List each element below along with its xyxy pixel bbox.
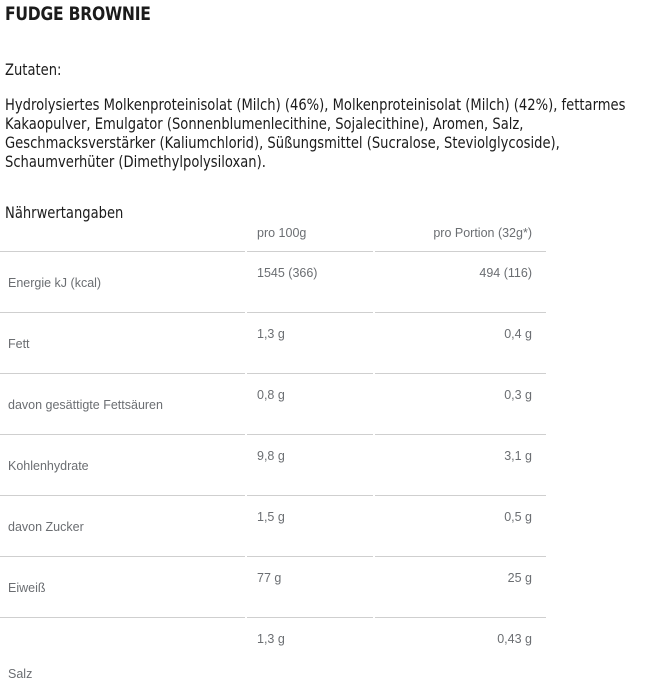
nutrient-name: Eiweiß [8, 581, 46, 595]
table-row [0, 557, 546, 618]
header-per100-label: pro 100g [257, 226, 307, 240]
table-row [0, 496, 546, 557]
per100-value: 0,8 g [257, 388, 285, 402]
header-per-portion-label: pro Portion (32g*) [433, 226, 532, 240]
header-cell-per100 [247, 222, 373, 252]
per-portion-value: 0,5 g [504, 510, 532, 524]
per-portion-value: 3,1 g [504, 449, 532, 463]
ingredients-text: Hydrolysiertes Molkenproteinisolat (Milch) (46%), Molkenproteinisolat (Milch) (42%), fettarmes Kakaopulver, Emulgator (Sonnenblumenlecithine, Sojalecithine), Aromen, Salz, Geschmacksverstärker (Kaliumchlorid), Süßungsmittel (Sucralose, Steviolglycoside), Schaumverhüter (Dimethylpolysiloxan). [5, 95, 626, 171]
nutrient-name-cell [0, 557, 245, 618]
per-portion-cell [375, 313, 546, 374]
per100-value: 1,3 g [257, 632, 285, 646]
nutrient-name-cell [0, 435, 245, 496]
ingredients-heading: Zutaten: [5, 60, 62, 79]
nutrient-name: davon Zucker [8, 520, 84, 534]
nutrient-name-cell [0, 618, 245, 679]
nutrient-name: Energie kJ (kcal) [8, 276, 102, 290]
per100-cell [247, 435, 373, 496]
header-cell-per-portion [375, 222, 546, 252]
per-portion-cell [375, 252, 546, 313]
per-portion-value: 494 (116) [479, 266, 532, 280]
nutrition-table [0, 222, 546, 679]
nutrition-heading: Nährwertangaben [5, 203, 124, 222]
nutrient-name: Kohlenhydrate [8, 459, 89, 473]
table-row [0, 313, 546, 374]
per-portion-value: 25 g [507, 571, 532, 585]
per100-cell [247, 313, 373, 374]
per100-cell [247, 618, 373, 679]
per-portion-value: 0,4 g [504, 327, 532, 341]
table-row [0, 374, 546, 435]
per-portion-cell [375, 374, 546, 435]
table-row [0, 252, 546, 313]
per100-value: 1,3 g [257, 327, 285, 341]
per100-cell [247, 252, 373, 313]
nutrient-name-cell [0, 496, 245, 557]
per-portion-cell [375, 435, 546, 496]
per100-cell [247, 496, 373, 557]
per100-value: 1,5 g [257, 510, 285, 524]
table-row [0, 435, 546, 496]
per100-cell [247, 374, 373, 435]
per100-value: 1545 (366) [257, 266, 318, 280]
per100-value: 77 g [257, 571, 282, 585]
per-portion-cell [375, 557, 546, 618]
per-portion-cell [375, 618, 546, 679]
nutrient-name: davon gesättigte Fettsäuren [8, 398, 163, 412]
nutrient-name-cell [0, 313, 245, 374]
table-row [0, 618, 546, 679]
nutrient-name-cell [0, 374, 245, 435]
nutrient-name-cell [0, 252, 245, 313]
per100-cell [247, 557, 373, 618]
per-portion-cell [375, 496, 546, 557]
nutrient-name: Salz [8, 667, 33, 681]
per-portion-value: 0,3 g [504, 388, 532, 402]
per-portion-value: 0,43 g [497, 632, 532, 646]
table-header-row [0, 222, 546, 252]
per100-value: 9,8 g [257, 449, 285, 463]
nutrient-name: Fett [8, 337, 30, 351]
product-title: FUDGE BROWNIE [5, 3, 151, 25]
header-cell-name [0, 222, 245, 252]
